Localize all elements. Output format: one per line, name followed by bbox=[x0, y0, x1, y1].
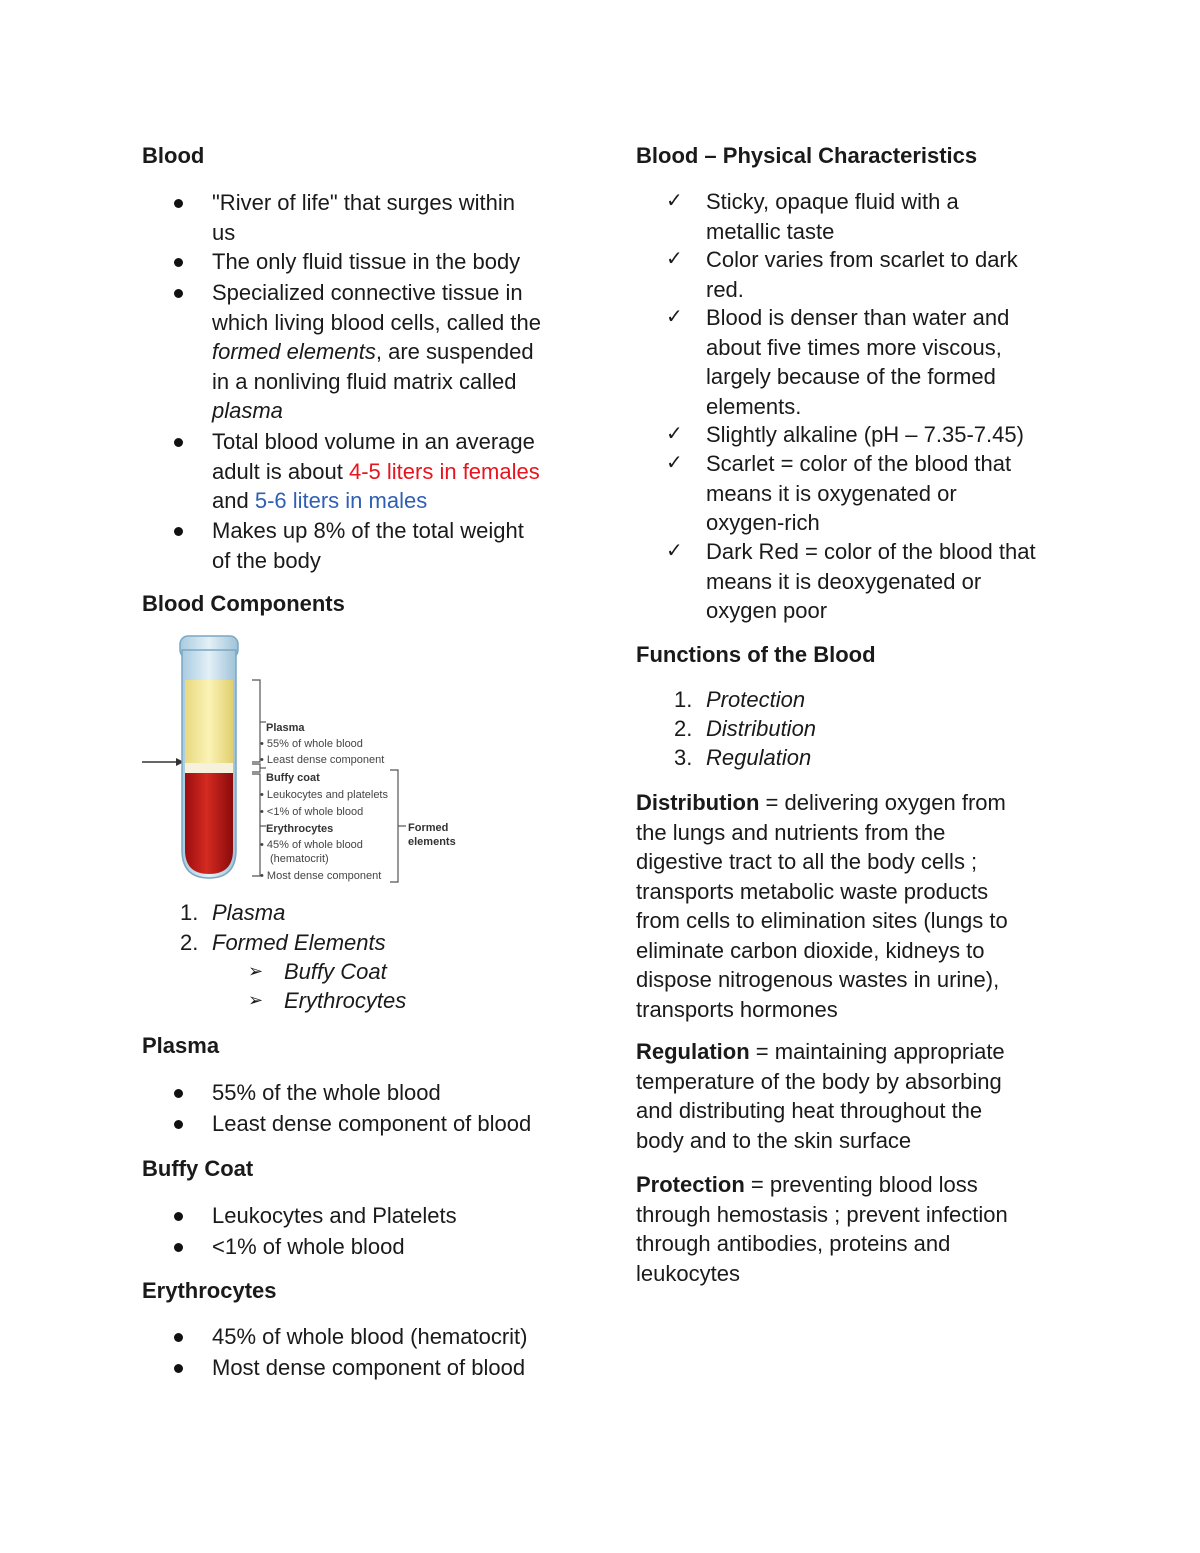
list-item: ➢ Buffy Coat bbox=[284, 957, 387, 987]
list-item: ✓ Slightly alkaline (pH – 7.35-7.45) bbox=[706, 420, 1024, 450]
list-item: The only fluid tissue in the body bbox=[212, 247, 520, 277]
list-item: Most dense component of blood bbox=[212, 1353, 525, 1383]
list-item: Specialized connective tissue in which living blood cells, called the formed elements, are suspended in a nonliving fluid matrix called plasma bbox=[212, 278, 541, 426]
checkmark-icon: ✓ bbox=[666, 452, 683, 474]
bullet-icon bbox=[174, 527, 183, 536]
bullet-icon bbox=[174, 199, 183, 208]
list-item: Total blood volume in an average adult is about 4-5 liters in females and 5-6 liters in males bbox=[212, 427, 540, 516]
heading-blood: Blood bbox=[142, 143, 205, 168]
list-item: 3. Regulation bbox=[674, 745, 812, 770]
heading-plasma: Plasma bbox=[142, 1033, 220, 1058]
list-item: <1% of whole blood bbox=[212, 1232, 405, 1262]
figure-label-formed-elements: Formed bbox=[408, 822, 449, 834]
list-item: 55% of the whole blood bbox=[212, 1078, 441, 1108]
list-item: ✓ Sticky, opaque fluid with a metallic taste bbox=[666, 189, 959, 244]
bullet-icon bbox=[174, 1364, 183, 1373]
list-item: 1. Protection bbox=[674, 687, 806, 712]
blood-tube-figure: Plasma • 55% of whole blood • Least dense component Buffy coat • Leukocytes and platelets • <1% of whole blood Erythrocytes • 45% of whole blood (hematocrit) • Most dense component Formed elements bbox=[140, 630, 470, 890]
list-item: Least dense component of blood bbox=[212, 1109, 531, 1139]
list-item: "River of life" that surges within us bbox=[212, 188, 515, 247]
bullet-icon bbox=[174, 289, 183, 298]
bullet-icon bbox=[174, 258, 183, 267]
list-item: ➢ Erythrocytes bbox=[284, 986, 406, 1016]
arrowhead-bullet-icon: ➢ bbox=[248, 990, 264, 1010]
bullet-icon bbox=[174, 1120, 183, 1129]
checkmark-icon: ✓ bbox=[666, 540, 683, 562]
list-item: ✓ Blood is denser than water and about five times more viscous, largely because of the formed elements. bbox=[666, 305, 1010, 419]
bullet-icon bbox=[174, 438, 183, 447]
figure-label-plasma: Plasma bbox=[266, 722, 305, 734]
bullet-icon bbox=[174, 1089, 183, 1098]
checkmark-icon: ✓ bbox=[666, 248, 683, 270]
list-item: ✓ Color varies from scarlet to dark red. bbox=[666, 247, 1018, 302]
heading-buffy-coat: Buffy Coat bbox=[142, 1156, 254, 1181]
list-item: 2. Distribution bbox=[674, 716, 817, 741]
paragraph-protection: Protection = preventing blood loss through hemostasis ; prevent infection through antibodies, proteins and leukocytes bbox=[636, 1172, 1008, 1286]
bullet-icon bbox=[174, 1333, 183, 1342]
bullet-icon bbox=[174, 1243, 183, 1252]
list-item: ✓ Dark Red = color of the blood that means it is deoxygenated or oxygen poor bbox=[666, 539, 1036, 623]
list-item: Makes up 8% of the total weight of the body bbox=[212, 516, 524, 575]
arrowhead-bullet-icon: ➢ bbox=[248, 961, 264, 981]
figure-label-buffy-coat: Buffy coat bbox=[266, 772, 320, 784]
list-item: 45% of whole blood (hematocrit) bbox=[212, 1322, 528, 1352]
checkmark-icon: ✓ bbox=[666, 423, 683, 445]
list-item: ✓ Scarlet = color of the blood that means it is oxygenated or oxygen-rich bbox=[666, 451, 1012, 535]
heading-blood-components: Blood Components bbox=[142, 591, 345, 616]
checkmark-icon: ✓ bbox=[666, 306, 683, 328]
heading-functions: Functions of the Blood bbox=[636, 642, 876, 667]
list-item: Leukocytes and Platelets bbox=[212, 1201, 457, 1231]
list-item: 1. Plasma bbox=[180, 900, 286, 925]
checkmark-icon: ✓ bbox=[666, 190, 683, 212]
bullet-icon bbox=[174, 1212, 183, 1221]
heading-erythrocytes: Erythrocytes bbox=[142, 1278, 277, 1303]
figure-label-erythrocytes: Erythrocytes bbox=[266, 823, 334, 835]
paragraph-regulation: Regulation = maintaining appropriate temperature of the body by absorbing and distributing heat throughout the body and to the skin surface bbox=[636, 1039, 1005, 1153]
paragraph-distribution: Distribution = delivering oxygen from the lungs and nutrients from the digestive tract to all the body cells ; transports metabolic waste products from cells to elimination sites (lungs to eliminate carbon dioxide, kidneys to dispose nitrogenous wastes in urine), transports hormones bbox=[636, 790, 1008, 1022]
list-item: 2. Formed Elements bbox=[180, 930, 386, 955]
heading-physical-characteristics: Blood – Physical Characteristics bbox=[636, 143, 978, 168]
